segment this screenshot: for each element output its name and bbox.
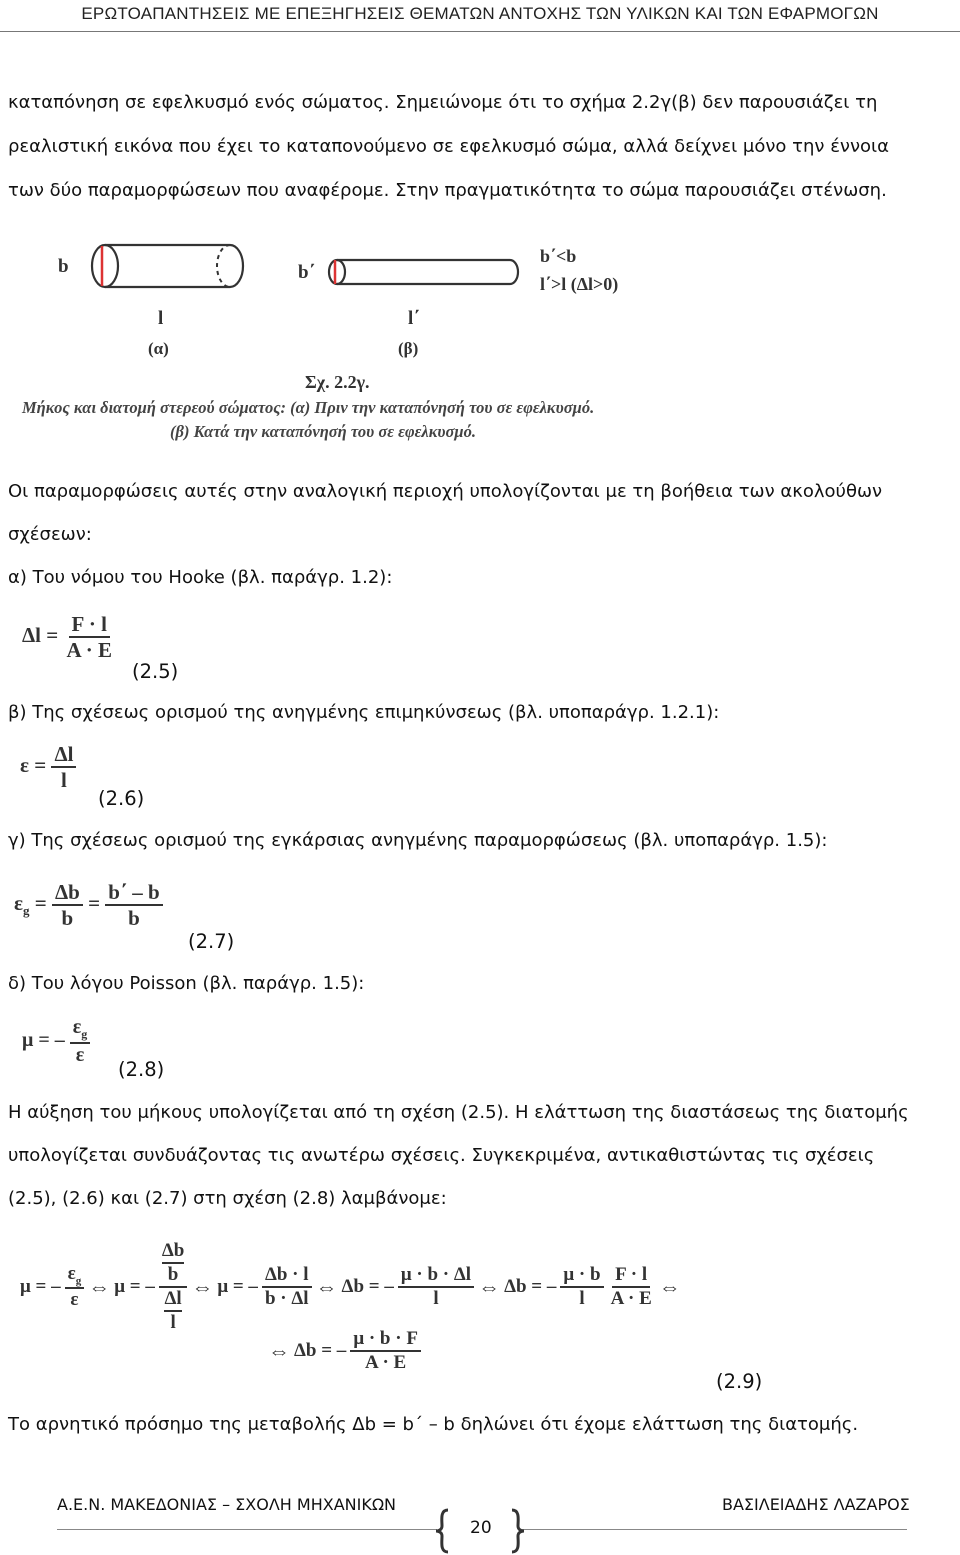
eq27-num2: b΄ – b	[105, 880, 162, 906]
equivalence-arrow-6: ⇔	[268, 1337, 290, 1363]
eq29-t5-fraction-2	[608, 1264, 655, 1310]
eq26-number: (2.6)	[98, 787, 145, 810]
eq29-t6-num: μ · b · F	[350, 1328, 421, 1352]
eq25-numerator: F · l	[69, 612, 110, 638]
equivalence-arrow-3: ⇔	[315, 1273, 338, 1299]
eq26-numerator: Δl	[51, 742, 76, 768]
eq29-t2-compound-fraction	[159, 1240, 187, 1333]
footer-divider-left	[57, 1529, 437, 1530]
p2-line-2: υπολογίζεται συνδυάζοντας τις ανωτέρω σχέσεις. Συγκεκριμένα, αντικαθιστώντας τις σχέσεις	[8, 1145, 875, 1166]
eq27-lhs-sub: g	[22, 903, 30, 919]
eq29-t2-den-top: Δl	[164, 1288, 181, 1312]
eq29-t4-num: μ · b · Δl	[398, 1264, 474, 1288]
equation-2-9-row-2	[268, 1328, 421, 1374]
eq29-t1-den: ε	[70, 1288, 79, 1310]
item-c-transverse: γ) Της σχέσεως ορισμού της εγκάρσιας ανηγμένης παραμορφώσεως (βλ. υποπαράγρ. 1.5):	[8, 830, 828, 851]
equation-2-6	[20, 742, 76, 792]
footer-right: ΒΑΣΙΛΕΙΑΔΗΣ ΛΑΖΑΡΟΣ	[722, 1495, 910, 1514]
page-number: 20	[470, 1518, 492, 1538]
eq26-fraction	[51, 742, 76, 792]
eq25-lhs: Δl =	[22, 622, 59, 647]
eq27-lhs: ε	[14, 890, 23, 915]
eq25-number: (2.5)	[132, 660, 179, 683]
p2-line-1: Η αύξηση του μήκους υπολογίζεται από τη σχέση (2.5). Η ελάττωση της διαστάσεως της διατομής	[8, 1102, 909, 1123]
eq27-den2: b	[128, 906, 140, 931]
equivalence-arrow-4: ⇔	[478, 1273, 501, 1299]
label-a-tag: (α)	[148, 339, 169, 358]
relation-length: l΄>l (Δl>0)	[540, 274, 619, 294]
eq29-t1-num-sub: g	[75, 1274, 82, 1287]
eq29-t3-fraction	[262, 1264, 312, 1310]
eq29-t2-num-bot: b	[167, 1263, 179, 1285]
eq28-num: ε	[72, 1016, 82, 1038]
cylinder-b	[329, 260, 518, 284]
deformation-diagram	[20, 238, 670, 448]
eq27-number: (2.7)	[188, 930, 235, 953]
intro-line-2: ρεαλιστική εικόνα που έχει το καταπονούμενο σε εφελκυσμό σώμα, αλλά δείχνει μόνο την έννοια	[8, 136, 889, 157]
p1-line-1: Οι παραμορφώσεις αυτές στην αναλογική περιοχή υπολογίζονται με τη βοήθεια των ακολούθων	[8, 481, 883, 502]
p1-line-2: σχέσεων:	[8, 524, 92, 545]
eq29-t1-fraction	[65, 1263, 85, 1311]
item-d-poisson: δ) Του λόγου Poisson (βλ. παράγρ. 1.5):	[8, 973, 365, 994]
cylinder-a	[92, 245, 243, 287]
item-b-strain: β) Της σχέσεως ορισμού της ανηγμένης επιμηκύνσεως (βλ. υποπαράγρ. 1.2.1):	[8, 702, 720, 723]
equivalence-arrow-1: ⇔	[88, 1273, 111, 1299]
p3-conclusion: Το αρνητικό πρόσημο της μεταβολής Δb = b΄ – b δηλώνει ότι έχομε ελάττωση της διατομής.	[8, 1414, 859, 1435]
eq27-eq1: =	[34, 890, 47, 915]
figure-title: Σχ. 2.2γ.	[305, 372, 370, 392]
eq27-num1: Δb	[52, 880, 83, 906]
eq29-t5-fraction-1	[560, 1264, 603, 1310]
eq29-t5-den2: A · E	[610, 1287, 652, 1309]
figure-caption-line-1: Μήκος και διατομή στερεού σώματος: (α) Πριν την καταπόνησή του σε εφελκυσμό.	[22, 398, 595, 417]
equation-2-9-row-1	[20, 1240, 681, 1333]
label-a-b: b	[58, 256, 69, 277]
figure-caption-line-2: (β) Κατά την καταπόνησή του σε εφελκυσμό.	[170, 422, 476, 441]
label-b-b: b΄	[298, 262, 315, 283]
eq29-t3-lhs: μ = –	[217, 1275, 258, 1297]
eq25-denominator: A · E	[66, 638, 112, 663]
intro-line-1: καταπόνηση σε εφελκυσμό ενός σώματος. Σημειώνομε ότι το σχήμα 2.2γ(β) δεν παρουσιάζει τη	[8, 92, 878, 113]
equation-2-8	[22, 1016, 90, 1067]
p2-line-3: (2.5), (2.6) και (2.7) στη σχέση (2.8) λαμβάνομε:	[8, 1188, 447, 1209]
eq29-t3-num: Δb · l	[262, 1264, 312, 1288]
eq28-numerator	[70, 1016, 91, 1044]
item-a-hooke: α) Του νόμου του Hooke (βλ. παράγρ. 1.2):	[8, 567, 393, 588]
intro-line-3: των δύο παραμορφώσεων που αναφέρομε. Στην πραγματικότητα το σώμα παρουσιάζει στένωση.	[8, 180, 887, 201]
eq28-num-sub: g	[81, 1027, 88, 1041]
eq29-t5-lhs: Δb = –	[504, 1275, 557, 1297]
relation-width: b΄<b	[540, 246, 577, 266]
equivalence-arrow-5: ⇔	[658, 1273, 681, 1299]
eq25-fraction	[63, 612, 115, 662]
eq29-t3-den: b · Δl	[264, 1287, 309, 1309]
eq27-den1: b	[61, 906, 74, 931]
eq29-number: (2.9)	[716, 1370, 763, 1393]
label-b-l: l΄	[408, 308, 420, 329]
eq27-eq2: =	[88, 890, 101, 915]
eq28-fraction	[70, 1016, 91, 1067]
eq29-t2-num-top: Δb	[162, 1240, 184, 1264]
eq29-t4-lhs: Δb = –	[341, 1275, 394, 1297]
eq29-t1-num: ε	[67, 1262, 76, 1284]
footer-left: Α.Ε.Ν. ΜΑΚΕΔΟΝΙΑΣ – ΣΧΟΛΗ ΜΗΧΑΝΙΚΩΝ	[57, 1495, 397, 1514]
eq28-number: (2.8)	[118, 1058, 165, 1081]
eq29-t2-den-bot: l	[170, 1311, 176, 1333]
eq29-t6-den: A · E	[365, 1351, 407, 1373]
eq29-t6-lhs: Δb = –	[294, 1339, 347, 1361]
label-b-tag: (β)	[398, 339, 419, 358]
eq28-lhs: μ = –	[22, 1028, 65, 1051]
eq27-fraction-1	[52, 880, 83, 930]
eq29-t5-num1: μ · b	[560, 1264, 603, 1288]
footer-divider-right	[522, 1529, 907, 1530]
eq29-t6-fraction	[350, 1328, 421, 1374]
label-a-l: l	[158, 308, 164, 329]
eq27-fraction-2	[105, 880, 162, 930]
eq29-t5-num2: F · l	[612, 1264, 650, 1288]
eq29-t5-den1: l	[579, 1287, 585, 1309]
running-header: ΕΡΩΤΟΑΠΑΝΤΗΣΕΙΣ ΜΕ ΕΠΕΞΗΓΗΣΕΙΣ ΘΕΜΑΤΩΝ ΑΝΤΟΧΗΣ ΤΩΝ ΥΛΙΚΩΝ ΚΑΙ ΤΩΝ ΕΦΑΡΜΟΓΩΝ	[81, 4, 879, 23]
eq29-t4-den: l	[433, 1287, 439, 1309]
equivalence-arrow-2: ⇔	[191, 1273, 214, 1299]
equation-2-5	[22, 612, 115, 662]
eq29-t4-fraction	[398, 1264, 474, 1310]
eq29-t1-lhs: μ = –	[20, 1275, 61, 1297]
eq29-t2-lhs: μ = –	[114, 1275, 155, 1297]
eq26-denominator: l	[61, 768, 67, 793]
equation-2-7	[14, 880, 163, 930]
figure-2-2g	[20, 238, 670, 448]
eq28-denominator: ε	[75, 1043, 85, 1066]
eq26-lhs: ε =	[20, 752, 47, 777]
header-divider	[0, 31, 960, 32]
